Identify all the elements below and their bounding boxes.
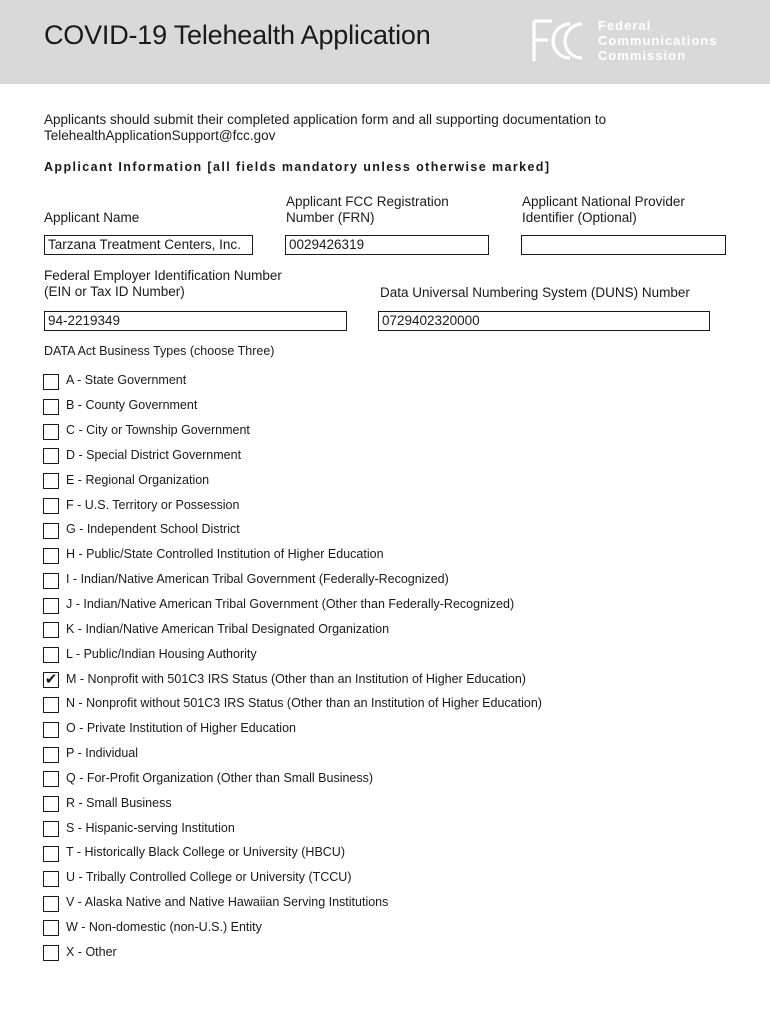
frn-label-line: Number (FRN)	[286, 210, 375, 225]
business-type-label: C - City or Township Government	[66, 423, 250, 438]
business-type-option[interactable]	[43, 766, 743, 791]
checkbox[interactable]	[43, 945, 59, 961]
checkbox[interactable]	[43, 771, 59, 787]
business-type-label: A - State Government	[66, 373, 187, 388]
business-type-option[interactable]	[43, 790, 743, 815]
frn-label-line: Applicant FCC Registration	[286, 194, 449, 209]
checkbox[interactable]	[43, 747, 59, 763]
business-type-option[interactable]	[43, 691, 743, 716]
business-type-option[interactable]	[43, 865, 743, 890]
support-email: TelehealthApplicationSupport@fcc.gov	[44, 128, 276, 143]
applicant-name-field[interactable]: Tarzana Treatment Centers, Inc.	[44, 235, 253, 255]
business-type-label: K - Indian/Native American Tribal Designated Organization	[66, 621, 390, 636]
ein-field[interactable]: 94-2219349	[44, 311, 347, 331]
checkbox[interactable]	[43, 622, 59, 638]
npi-label-line: Identifier (Optional)	[522, 210, 637, 225]
npi-label	[522, 194, 685, 226]
checkbox[interactable]	[43, 448, 59, 464]
business-type-option[interactable]	[43, 592, 743, 617]
business-type-label: F - U.S. Territory or Possession	[66, 497, 240, 512]
business-type-option[interactable]	[43, 666, 743, 691]
business-type-label: E - Regional Organization	[66, 472, 210, 487]
checkbox[interactable]	[43, 399, 59, 415]
checkbox[interactable]	[43, 548, 59, 564]
business-type-option[interactable]	[43, 393, 743, 418]
business-type-option[interactable]	[43, 890, 743, 915]
npi-label-line: Applicant National Provider	[522, 194, 685, 209]
business-types-checklist	[43, 368, 743, 964]
checkbox[interactable]	[43, 498, 59, 514]
business-type-label: T - Historically Black College or University (HBCU)	[66, 845, 345, 860]
business-type-label: R - Small Business	[66, 795, 172, 810]
business-type-label: S - Hispanic-serving Institution	[66, 820, 235, 835]
business-type-label: J - Indian/Native American Tribal Government (Other than Federally-Recognized)	[66, 597, 515, 612]
checkbox[interactable]	[43, 573, 59, 589]
business-type-option[interactable]	[43, 641, 743, 666]
fcc-logo	[532, 18, 584, 64]
checkbox[interactable]	[43, 672, 59, 688]
business-types-label: DATA Act Business Types (choose Three)	[44, 344, 275, 358]
business-type-label: N - Nonprofit without 501C3 IRS Status (Other than an Institution of Higher Education)	[66, 696, 542, 711]
business-type-label: P - Individual	[66, 746, 139, 761]
ein-label	[44, 268, 282, 300]
duns-label: Data Universal Numbering System (DUNS) Number	[380, 285, 690, 300]
business-type-label: I - Indian/Native American Tribal Government (Federally-Recognized)	[66, 572, 449, 587]
wordmark-line: Commission	[598, 48, 687, 63]
wordmark-line: Federal	[598, 18, 652, 33]
business-type-option[interactable]	[43, 443, 743, 468]
business-type-option[interactable]	[43, 542, 743, 567]
business-type-label: V - Alaska Native and Native Hawaiian Serving Institutions	[66, 895, 389, 910]
business-type-option[interactable]	[43, 840, 743, 865]
business-type-label: M - Nonprofit with 501C3 IRS Status (Other than an Institution of Higher Education)	[66, 671, 526, 686]
checkbox[interactable]	[43, 473, 59, 489]
business-type-option[interactable]	[43, 467, 743, 492]
check-mark-icon: ✔	[44, 671, 58, 689]
checkbox[interactable]	[43, 846, 59, 862]
business-type-option[interactable]	[43, 616, 743, 641]
business-type-label: D - Special District Government	[66, 447, 242, 462]
checkbox[interactable]	[43, 896, 59, 912]
intro-text	[44, 112, 724, 144]
frn-label	[286, 194, 449, 226]
checkbox[interactable]	[43, 697, 59, 713]
npi-field[interactable]	[521, 235, 726, 255]
business-type-option[interactable]	[43, 815, 743, 840]
checkbox[interactable]	[43, 871, 59, 887]
checkbox[interactable]	[43, 647, 59, 663]
business-type-label: G - Independent School District	[66, 522, 240, 537]
business-type-option[interactable]	[43, 716, 743, 741]
business-type-option[interactable]	[43, 418, 743, 443]
ein-label-line: (EIN or Tax ID Number)	[44, 284, 185, 299]
wordmark-line: Communications	[598, 33, 718, 48]
business-type-label: O - Private Institution of Higher Education	[66, 721, 296, 736]
business-type-label: X - Other	[66, 944, 117, 959]
applicant-name-label: Applicant Name	[44, 210, 140, 225]
intro-line: Applicants should submit their completed application form and all supporting documentation to	[44, 112, 607, 127]
business-type-label: U - Tribally Controlled College or University (TCCU)	[66, 870, 352, 885]
checkbox[interactable]	[43, 821, 59, 837]
checkbox[interactable]	[43, 598, 59, 614]
business-type-option[interactable]	[43, 939, 743, 964]
checkbox[interactable]	[43, 796, 59, 812]
ein-label-line: Federal Employer Identification Number	[44, 268, 282, 283]
checkbox[interactable]	[43, 920, 59, 936]
checkbox[interactable]	[43, 523, 59, 539]
business-type-label: Q - For-Profit Organization (Other than Small Business)	[66, 770, 374, 785]
checkbox[interactable]	[43, 424, 59, 440]
duns-field[interactable]: 0729402320000	[378, 311, 710, 331]
business-type-label: W - Non-domestic (non-U.S.) Entity	[66, 919, 262, 934]
business-type-option[interactable]	[43, 517, 743, 542]
checkbox[interactable]	[43, 722, 59, 738]
business-type-option[interactable]	[43, 915, 743, 940]
checkbox[interactable]	[43, 374, 59, 390]
business-type-option[interactable]	[43, 567, 743, 592]
page-title: COVID-19 Telehealth Application	[44, 20, 431, 50]
fcc-wordmark	[598, 18, 717, 63]
business-type-option[interactable]	[43, 492, 743, 517]
business-type-label: B - County Government	[66, 398, 198, 413]
section-heading: Applicant Information [all fields mandatory unless otherwise marked]	[44, 160, 551, 174]
business-type-option[interactable]	[43, 741, 743, 766]
business-type-label: L - Public/Indian Housing Authority	[66, 646, 257, 661]
business-type-option[interactable]	[43, 368, 743, 393]
frn-field[interactable]: 0029426319	[285, 235, 489, 255]
business-type-label: H - Public/State Controlled Institution of Higher Education	[66, 547, 384, 562]
page-header	[0, 0, 770, 84]
